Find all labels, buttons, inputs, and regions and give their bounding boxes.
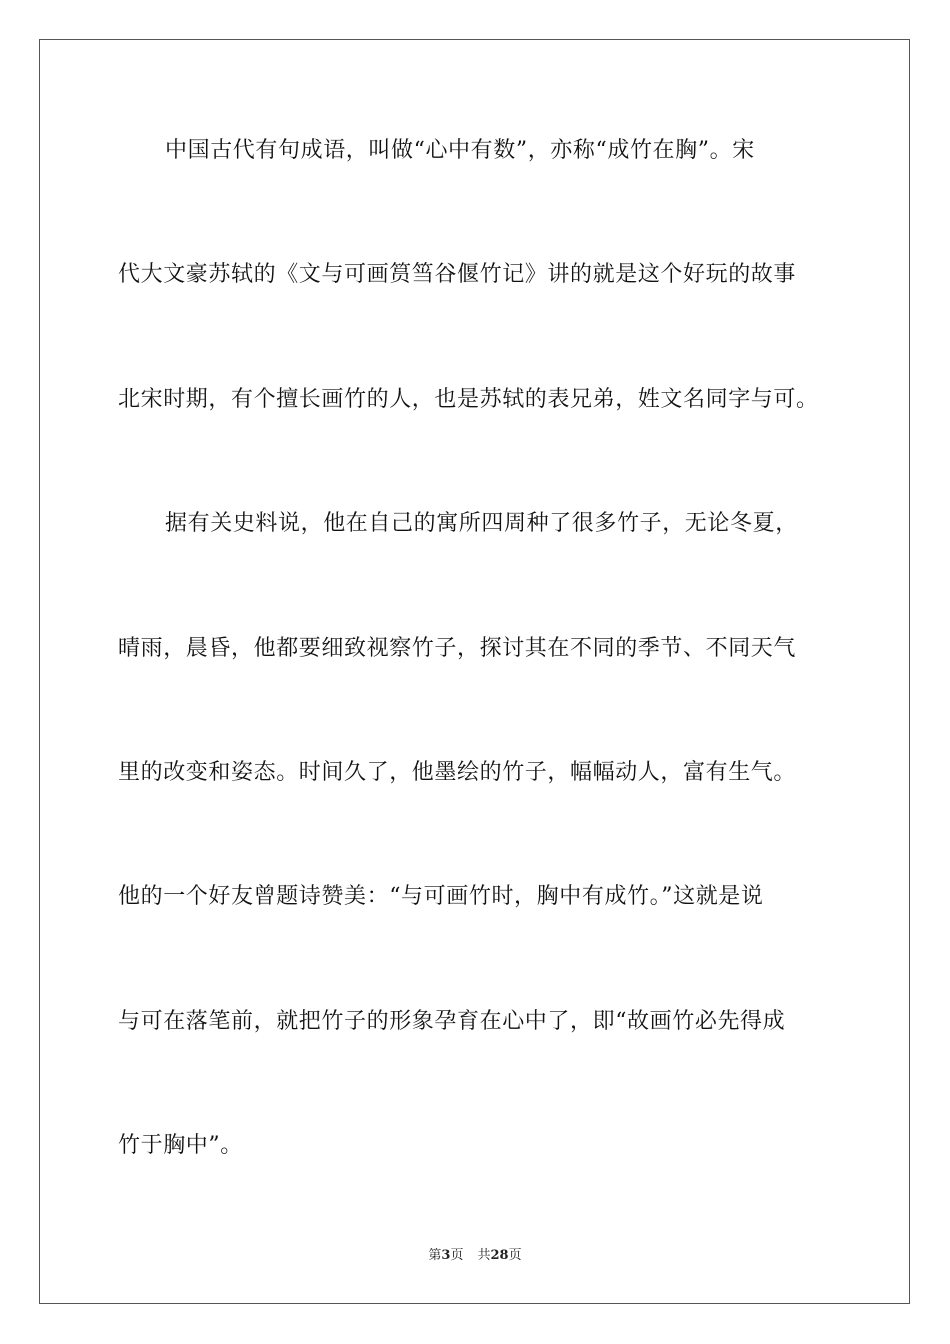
text-line-8: 与可在落笔前，就把竹子的形象孕育在心中了，即“故画竹必先得成 bbox=[118, 1009, 786, 1034]
text-line-5: 晴雨，晨昏，他都要细致视察竹子，探讨其在不同的季节、不同天气 bbox=[118, 636, 797, 661]
page-footer bbox=[0, 1247, 950, 1265]
text-line-6: 里的改变和姿态。时间久了，他墨绘的竹子，幅幅动人，富有生气。 bbox=[118, 760, 797, 785]
page-prefix: 第 bbox=[428, 1248, 442, 1263]
total-prefix: 共 bbox=[477, 1248, 491, 1263]
text-line-3: 北宋时期，有个擅长画竹的人，也是苏轼的表兄弟，姓文名同字与可。 bbox=[118, 387, 819, 412]
text-line-7: 他的一个好友曾题诗赞美：“与可画竹时，胸中有成竹。”这就是说 bbox=[118, 884, 764, 909]
text-line-2: 代大文豪苏轼的《文与可画筼筜谷偃竹记》讲的就是这个好玩的故事 bbox=[118, 262, 797, 287]
text-line-4: 据有关史料说，他在自己的寓所四周种了很多竹子，无论冬夏， bbox=[165, 511, 798, 536]
total-suffix: 页 bbox=[508, 1248, 522, 1263]
page-frame bbox=[39, 39, 910, 1304]
text-line-1: 中国古代有句成语，叫做“心中有数”，亦称“成竹在胸”。宋 bbox=[165, 138, 755, 163]
total-pages: 28 bbox=[490, 1248, 509, 1263]
text-line-9: 竹于胸中”。 bbox=[118, 1133, 243, 1158]
page-suffix: 页 bbox=[450, 1248, 464, 1263]
page-number: 3 bbox=[441, 1248, 451, 1263]
